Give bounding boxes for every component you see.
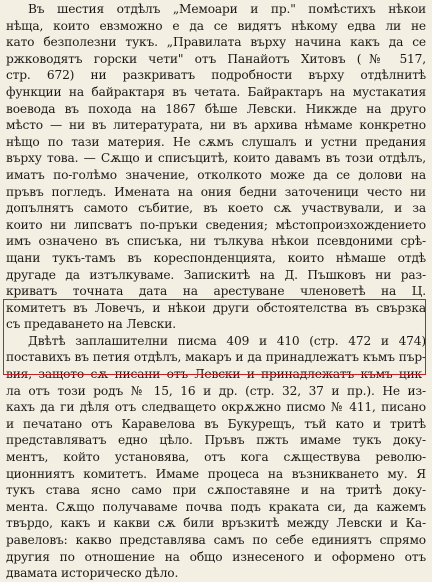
paragraph-2-line-12: твърдо, какъ и какви сѫ били връзкитѣ между Левски и Ка-	[6, 516, 426, 531]
paragraph-2-line-8: ментъ, който установява, отъ кога сѫществува револю-	[6, 450, 426, 465]
paragraph-2-line-15: двамата историческо дѣло.	[6, 566, 179, 581]
paragraph-2-line-14: другия по отношение на общо изнесеного и оформено отъ	[6, 549, 426, 564]
paragraph-1-line-20: съ предаването на Левски.	[6, 317, 176, 332]
paragraph-1-line-17: другаде да изтълкуваме. Запискитѣ на Д. Пъшковъ ни раз-	[6, 267, 426, 282]
paragraph-2-line-1: Двѣтѣ заплашителни писма 409 и 410 (стр. 472 и 474)	[28, 333, 426, 348]
paragraph-1-line-15: имъ означено въ списъка, ни тълкува нѣкои псевдоними срѣ-	[6, 234, 426, 249]
paragraph-2-line-2: поставихъ въ петия отдѣлъ, макаръ и да принадлежатъ къмъ пър-	[6, 350, 426, 365]
paragraph-1-line-18: криватъ точната дата на арестуване членоветѣ на Ц.	[6, 284, 426, 299]
paragraph-1-line-2: нѣща, които евзможно е да се видятъ нѣкому едва ли не	[6, 18, 426, 33]
paragraph-1-line-13: допълнятъ самото събитие, въ което сѫ участвували, и за	[6, 201, 426, 216]
paragraph-1-line-6: функции на байрактаря въ четата. Байрактаръ на мустакатия	[6, 84, 426, 99]
paragraph-1-line-9: нѣщо по тази материя. Не сѫмъ слушалъ и устни предания	[6, 134, 426, 149]
paragraph-2-line-10: тукъ става ясно само при сѫпоставяне и на тритѣ доку-	[6, 483, 426, 498]
paragraph-1-line-14: които ни липсватъ по-пръки сведения; мѣстопроизхождението	[6, 217, 426, 232]
paragraph-2-line-3: вия, защото сѫ писани отъ Левски и принадлежатъ къмъ цик-	[6, 367, 426, 382]
paragraph-2-line-9: ционниятъ комитетъ. Имаме процеса на възникването му. Я	[6, 466, 426, 481]
paragraph-2-line-5: кахъ да ги дѣля отъ следващето окрѫжно писмо № 411, писано	[6, 400, 426, 415]
paragraph-2-line-11: мента. Сѫщо получаваме почва подъ краката си, да кажемъ	[6, 499, 426, 514]
paragraph-1-line-3: като безполезни тукъ. „Правилата върху начина какъ да се	[6, 35, 426, 50]
paragraph-2-line-6: и печатано отъ Каравелова въ Букурещъ, тъй като и тритѣ	[6, 416, 426, 431]
paragraph-1-line-19: комитетъ въ Ловечъ, и нѣкои други обстоятелства въ свързка	[6, 300, 426, 315]
paragraph-2-line-7: представляватъ едно цѣло. Пръвъ пжть имаме тукъ доку-	[6, 433, 426, 448]
paragraph-1-line-11: иматъ по-голѣмо значение, отколкото може да се долови на	[6, 167, 426, 182]
paragraph-1-line-4: ржководятъ горски чети" отъ Панайотъ Хитовъ (№ 517,	[6, 51, 426, 66]
paragraph-1-line-1: Въ шестия отдѣлъ „Мемоари и пр." помѣстихъ нѣкои	[28, 2, 426, 16]
paragraph-2-line-4: ла отъ този родъ № 15, 16 и др. (стр. 32, 37 и пр.). Не из-	[6, 383, 426, 398]
paragraph-1-line-7: воевода въ похода на 1867 бѣше Левски. Никжде на друго	[6, 101, 426, 116]
paragraph-1-line-10: върху това. — Сѫщо и списъцитѣ, които давамъ въ този отдѣлъ,	[6, 151, 426, 166]
paragraph-1-line-8: мѣсто — ни въ литературата, ни въ архива нѣмаме конкретно	[6, 118, 426, 133]
paragraph-1-line-16: щани тукъ-тамъ въ кореспонденцията, които нѣмаше отдѣ	[6, 250, 426, 265]
paragraph-2-line-13: равеловъ: какво представлява самъ по себе единиятъ спрямо	[6, 533, 426, 547]
paragraph-1-line-5: стр. 672) ни разкриватъ подробности върху отдѣлнитѣ	[6, 68, 426, 83]
paragraph-1-line-12: пръвъ погледъ. Имената на ония бедни заточеници често ни	[6, 184, 426, 199]
